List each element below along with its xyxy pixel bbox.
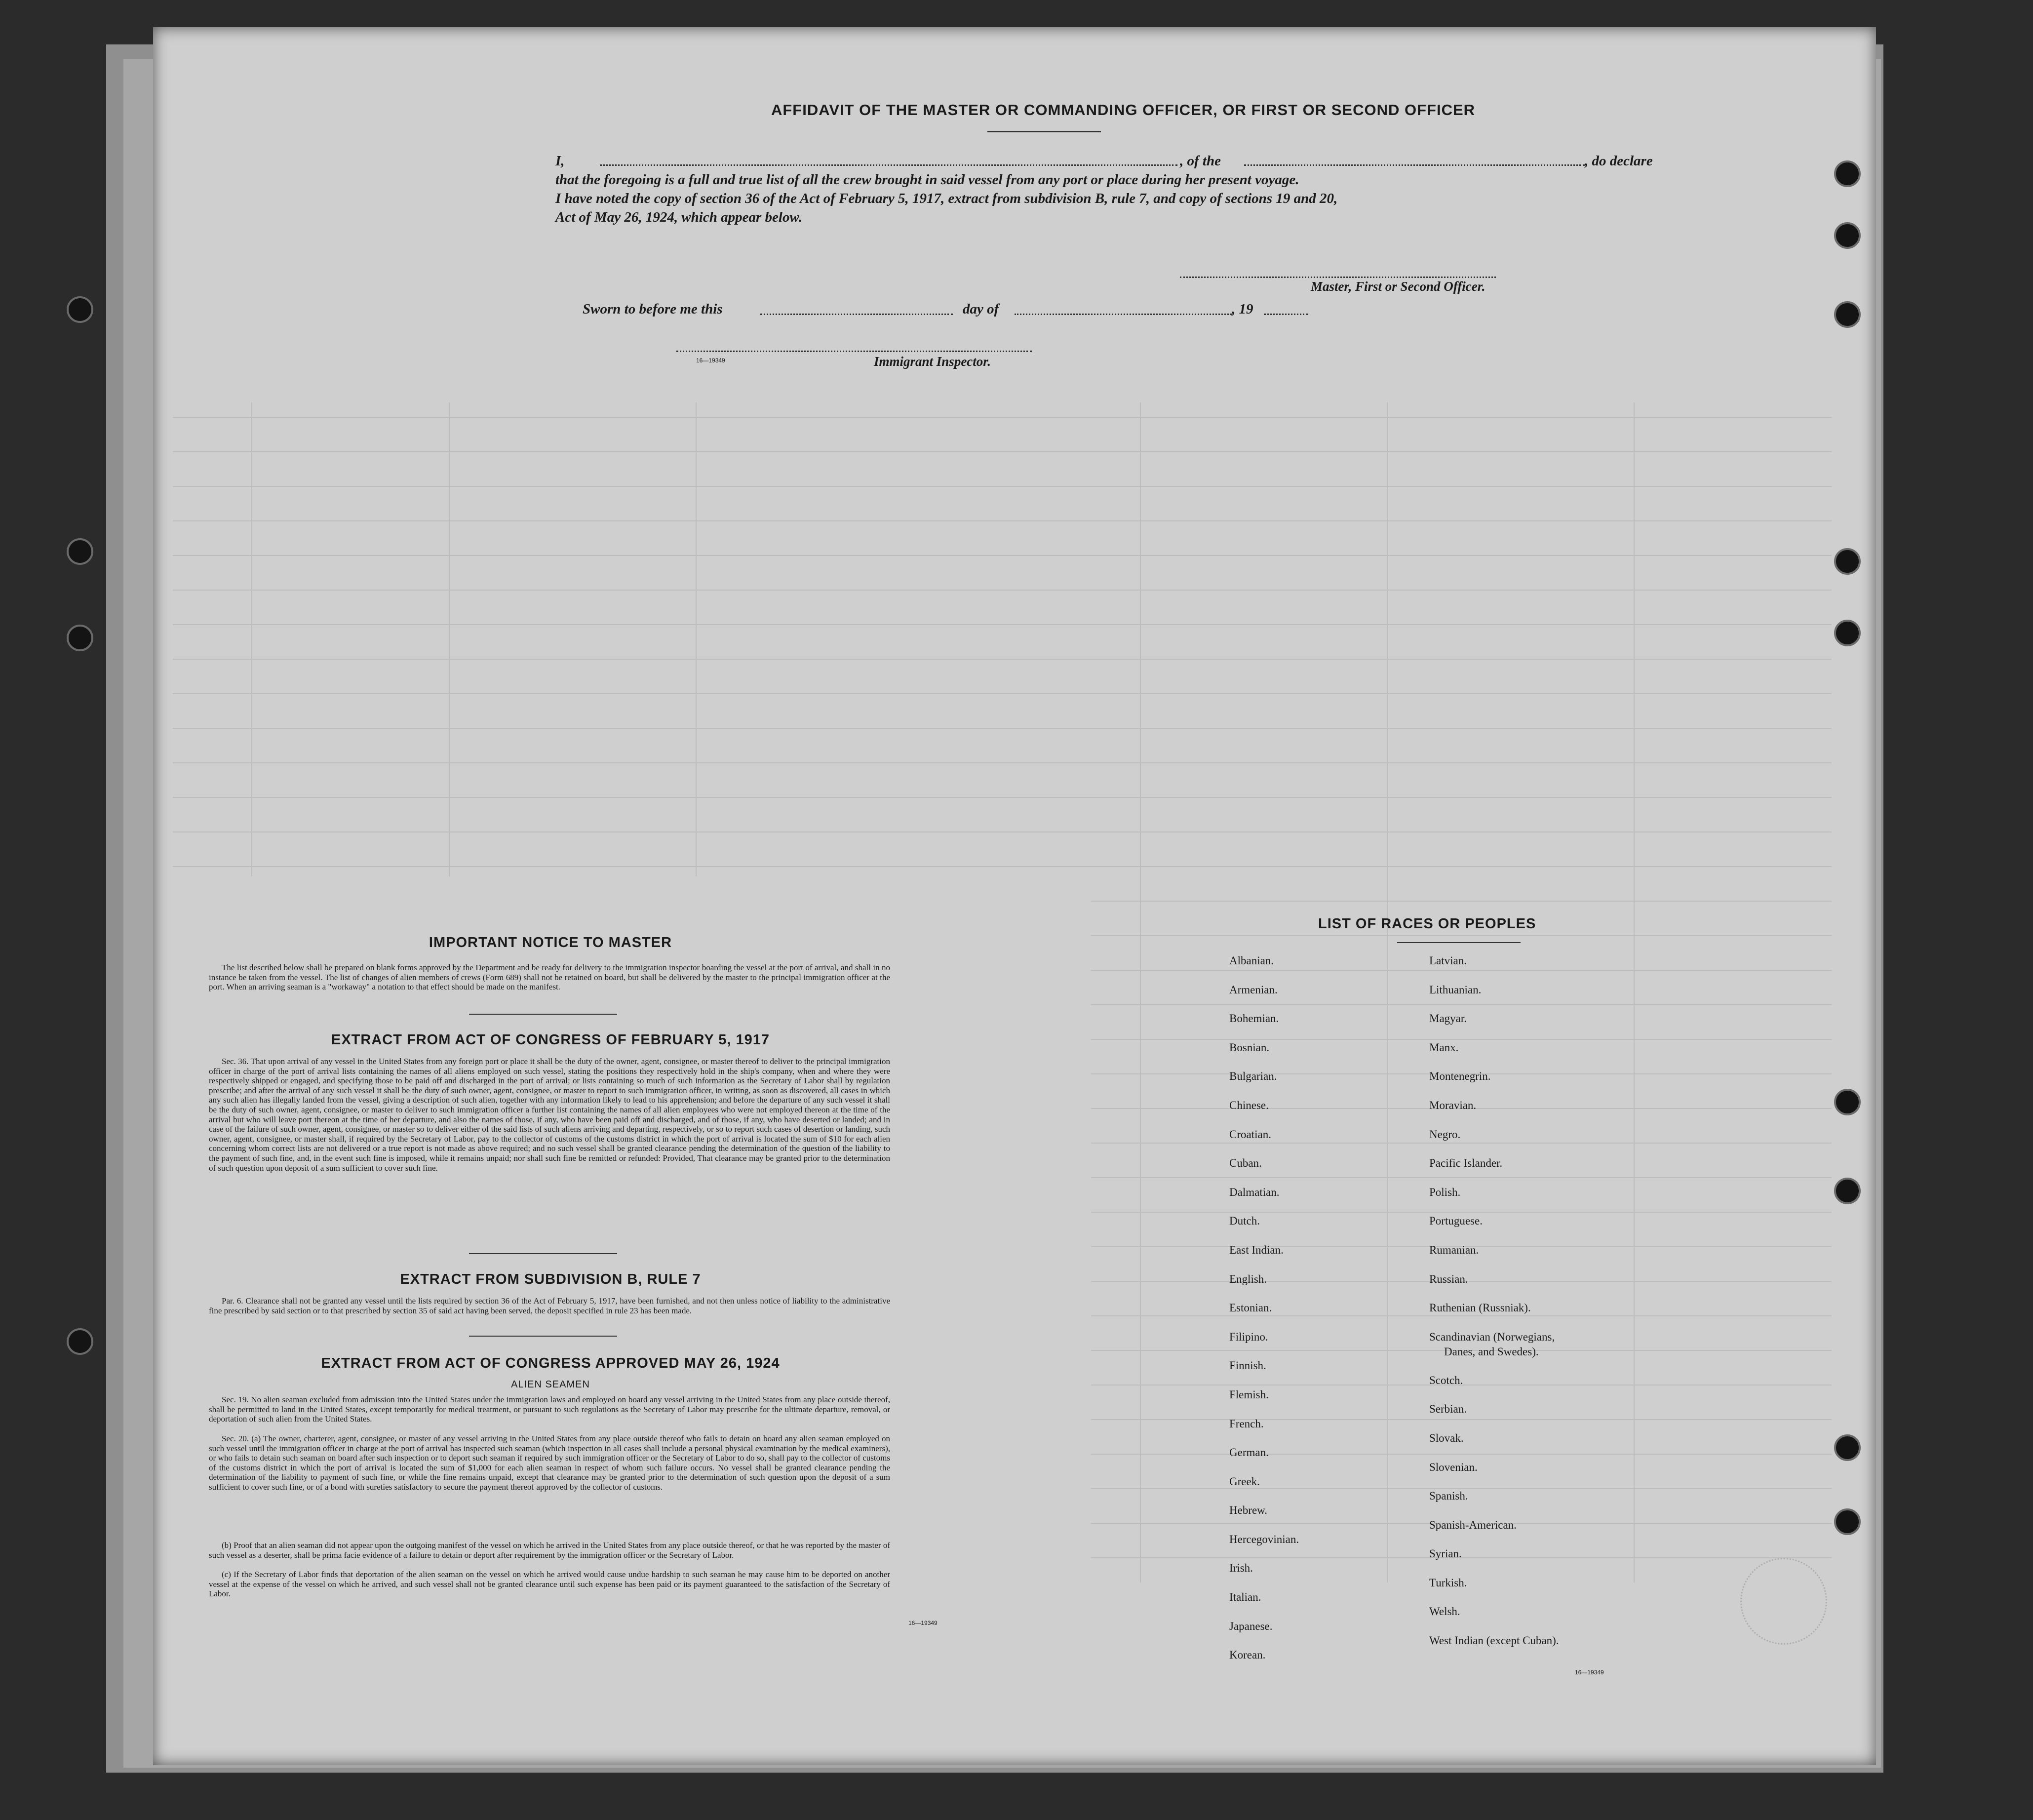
race-item: East Indian. — [1229, 1243, 1284, 1256]
race-item: Greek. — [1229, 1475, 1260, 1488]
declarant-name-field[interactable] — [600, 164, 1177, 166]
race-item: Dalmatian. — [1229, 1186, 1280, 1198]
race-item: Hebrew. — [1229, 1504, 1268, 1517]
races-form-number: 16—19349 — [1575, 1669, 1604, 1676]
affidavit-form-number: 16—19349 — [696, 357, 725, 364]
race-item: Syrian. — [1429, 1547, 1462, 1560]
affidavit-title: AFFIDAVIT OF THE MASTER OR COMMANDING OFFICER, OR FIRST OR SECOND OFFICER — [771, 101, 1476, 119]
do-declare-label: , do declare — [1585, 153, 1653, 169]
race-item: Armenian. — [1229, 983, 1278, 996]
race-item: Slovak. — [1429, 1431, 1464, 1444]
races-left-column — [1229, 954, 1299, 1678]
race-item: Cuban. — [1229, 1157, 1262, 1170]
sec20c-text: (c) If the Secretary of Labor finds that deportation of the alien seaman on the vessel on which he arrived would cause undue hardship to such seaman he may cause him to be deported on another vessel at the expense of the vessel on which he arrived, and such vessel shall not be granted clearance until such expense has been paid or its payment guaranteed to the satisfaction of the Secretary of Labor. — [209, 1570, 890, 1599]
binder-hole-left-2 — [67, 538, 93, 565]
affidavit-title-rule — [987, 131, 1101, 132]
races-right-column — [1429, 954, 1559, 1663]
race-item: Bulgarian. — [1229, 1070, 1277, 1083]
race-item: Portuguese. — [1429, 1215, 1483, 1227]
race-item: German. — [1229, 1446, 1269, 1459]
master-signature-field[interactable] — [1180, 277, 1496, 278]
race-item: Ruthenian (Russniak). — [1429, 1302, 1531, 1314]
vessel-name-field[interactable] — [1244, 164, 1585, 166]
races-title-rule — [1397, 942, 1521, 943]
race-item: Magyar. — [1429, 1012, 1467, 1025]
extract-1917-text: Sec. 36. That upon arrival of any vessel in the United States from any foreign port or place it shall be the duty of the owner, agent, consignee, or master thereof to deliver to the principal immigration officer in charge of the port of arrival lists containing the names of all aliens employed on such vessel, stating the positions they respectively hold in the ship's company, when and where they were respectively shipped or engaged, and specifying those to be paid off and discharged in the port of arrival; or lists containing so much of such information as the Secretary of Labor shall by regulation prescribe; and after the arrival of any such vessel it shall be the duty of such owner, agent, consignee, or master to report to such immigration officer, in writing, as soon as discovered, all cases in which any such alien has illegally landed from the vessel, giving a description of such alien, together with any information likely to lead to his apprehension; and before the departure of any such vessel it shall be the duty of such owner, agent, consignee, or master to deliver to such immigration officer a further list containing the names of all alien employees who were not employed thereon at the time of the arrival but who will leave port thereon at the time of her departure, and also the names of those, if any, who have been paid off and discharged, and of those, if any, who have deserted or landed; and in case of the failure of such owner, agent, consignee, or master so to deliver either of the said lists of such aliens arriving and departing, respectively, or so to report such cases of desertion or landing, such owner, agent, consignee, or master shall, if required by the Secretary of Labor, pay to the collector of customs of the customs district in which the port of arrival is located the sum of $10 for each alien concerning whom correct lists are not delivered or a true report is not made as above required; and no such vessel shall be granted clearance pending the determination of the question of the liability to the payment of such fine, and, in the event such fine is imposed, while it remains unpaid; nor shall such fine be remitted or refunded: Provided, That clearance may be granted prior to the determination of such question upon deposit of a sum sufficient to cover such fine. — [209, 1057, 890, 1173]
race-item: Japanese. — [1229, 1620, 1273, 1632]
race-item: Dutch. — [1229, 1215, 1260, 1227]
sec20b-text: (b) Proof that an alien seaman did not appear upon the outgoing manifest of the vessel on which he arrived in the United States from any place outside thereof, or that he was reported by the master of such vessel as a deserter, shall be prima facie evidence of a failure to detain or deport after requirement by the immigration officer or the Secretary of Labor. — [209, 1541, 890, 1560]
declarant-i-label: I, — [555, 153, 565, 169]
race-item: Montenegrin. — [1429, 1070, 1491, 1083]
race-item: Spanish. — [1429, 1490, 1468, 1503]
race-item: Latvian. — [1429, 954, 1467, 967]
race-item: Spanish-American. — [1429, 1518, 1517, 1531]
inspector-label: Immigrant Inspector. — [874, 354, 991, 369]
race-item: Manx. — [1429, 1041, 1459, 1054]
race-item: Irish. — [1229, 1562, 1253, 1575]
race-item: Scandinavian (Norwegians, — [1429, 1330, 1555, 1343]
race-item: Danes, and Swedes). — [1444, 1345, 1539, 1358]
sworn-month-field[interactable] — [1015, 314, 1232, 315]
inspector-signature-field[interactable] — [676, 351, 1032, 352]
race-item: English. — [1229, 1272, 1267, 1285]
extract-rule7-text: Par. 6. Clearance shall not be granted any vessel until the lists required by section 36 of the Act of February 5, 1917, have been furnished, and not then unless notice of liability to the administrative fine prescribed by said section or to that prescribed by section 35 of said act having been served, the deposit specified in rule 23 has been made. — [209, 1296, 890, 1315]
affidavit-line-2: that the foregoing is a full and true list of all the crew brought in said vessel from any port or place during her present voyage. — [555, 172, 1299, 188]
of-the-label: , of the — [1180, 153, 1221, 169]
race-item: French. — [1229, 1417, 1264, 1430]
race-item: West Indian (except Cuban). — [1429, 1634, 1559, 1647]
sworn-day-field[interactable] — [760, 314, 953, 315]
extract-rule7-title: EXTRACT FROM SUBDIVISION B, RULE 7 — [400, 1271, 701, 1287]
sworn-year-field[interactable] — [1264, 314, 1308, 315]
race-item: Turkish. — [1429, 1576, 1467, 1589]
race-item: Welsh. — [1429, 1605, 1460, 1618]
races-title: LIST OF RACES OR PEOPLES — [1318, 916, 1536, 932]
extract-1917-rule — [469, 1253, 617, 1254]
extract-1924-title: EXTRACT FROM ACT OF CONGRESS APPROVED MAY 26, 1924 — [321, 1355, 780, 1371]
race-item: Rumanian. — [1429, 1243, 1479, 1256]
sec20a-text: Sec. 20. (a) The owner, charterer, agent, consignee, or master of any vessel arriving in the United States from any place outside thereof who fails to detain on board any alien seaman employed on such vessel until the immigration officer in charge at the port of arrival has inspected such seaman (which inspection in all cases shall include a personal physical examination by the medical examiners), or who fails to detain such seaman on board after such inspection or to deport such seaman if required by such immigration officer or the Secretary of Labor to do so, shall pay to the collector of customs of the customs district in which the port of arrival is located the sum of $1,000 for each alien seaman in respect of whom such failure occurs. No vessel shall be granted clearance pending the determination of the liability to payment of such fine, or while the fine remains unpaid, except that clearance may be granted prior to the determination of such question upon the deposit of a sum sufficient to cover such fine, or of a bond with sureties satisfactory to secure the payment thereof approved by the collector of customs. — [209, 1434, 890, 1492]
race-item: Flemish. — [1229, 1388, 1269, 1401]
race-item: Filipino. — [1229, 1330, 1268, 1343]
extract-rule7-rule — [469, 1336, 617, 1337]
extract-form-number: 16—19349 — [908, 1620, 938, 1626]
alien-seamen-subtitle: ALIEN SEAMEN — [511, 1379, 590, 1390]
faint-seal-stamp — [1740, 1558, 1827, 1645]
sworn-label: Sworn to before me this — [583, 301, 723, 317]
affidavit-line-4: Act of May 26, 1924, which appear below. — [555, 209, 802, 225]
race-item: Bosnian. — [1229, 1041, 1270, 1054]
notice-text: The list described below shall be prepared on blank forms approved by the Department and be ready for delivery to the immigration inspector boarding the vessel at the port of arrival, and shall in no instance be taken from the vessel. The list of changes of alien members of crews (Form 689) shall not be retained on board, but shall be delivered by the master to the principal immigration officer at the port. When an arriving seaman is a "workaway" a notation to that effect should be made on the manifest. — [209, 963, 890, 992]
race-item: Polish. — [1429, 1186, 1461, 1198]
race-item: Italian. — [1229, 1591, 1261, 1604]
race-item: Hercegovinian. — [1229, 1533, 1299, 1545]
notice-rule — [469, 1014, 617, 1015]
race-item: Serbian. — [1429, 1403, 1467, 1416]
sec19-text: Sec. 19. No alien seaman excluded from admission into the United States under the immigration laws and employed on board any vessel arriving in the United States from any place outside thereof, shall be permitted to land in the United States, except temporarily for medical treatment, or pursuant to such regulations as the Secretary of Labor may prescribe for the ultimate departure, removal, or deportation of such alien from the United States. — [209, 1395, 890, 1424]
race-item: Lithuanian. — [1429, 983, 1482, 996]
notice-title: IMPORTANT NOTICE TO MASTER — [429, 935, 672, 950]
race-item: Croatian. — [1229, 1128, 1271, 1141]
race-item: Korean. — [1229, 1649, 1266, 1662]
race-item: Estonian. — [1229, 1302, 1272, 1314]
binder-hole-left-1 — [67, 296, 93, 323]
race-item: Pacific Islander. — [1429, 1157, 1503, 1170]
race-item: Chinese. — [1229, 1099, 1269, 1111]
race-item: Moravian. — [1429, 1099, 1477, 1111]
bleed-through-grid — [153, 27, 1876, 1765]
race-item: Negro. — [1429, 1128, 1461, 1141]
affidavit-line-3: I have noted the copy of section 36 of the Act of February 5, 1917, extract from subdivision B, rule 7, and copy of sections 19 and 20, — [555, 191, 1338, 206]
race-item: Bohemian. — [1229, 1012, 1279, 1025]
year-label: , 19 — [1232, 301, 1253, 317]
day-of-label: day of — [963, 301, 999, 317]
race-item: Russian. — [1429, 1272, 1468, 1285]
master-label: Master, First or Second Officer. — [1311, 279, 1486, 294]
race-item: Scotch. — [1429, 1374, 1463, 1386]
race-item: Slovenian. — [1429, 1461, 1478, 1473]
extract-1917-title: EXTRACT FROM ACT OF CONGRESS OF FEBRUARY 5, 1917 — [331, 1032, 770, 1048]
race-item: Albanian. — [1229, 954, 1274, 967]
binder-hole-left-4 — [67, 1328, 93, 1355]
form-page — [153, 27, 1876, 1765]
race-item: Finnish. — [1229, 1359, 1266, 1372]
binder-hole-left-3 — [67, 625, 93, 651]
